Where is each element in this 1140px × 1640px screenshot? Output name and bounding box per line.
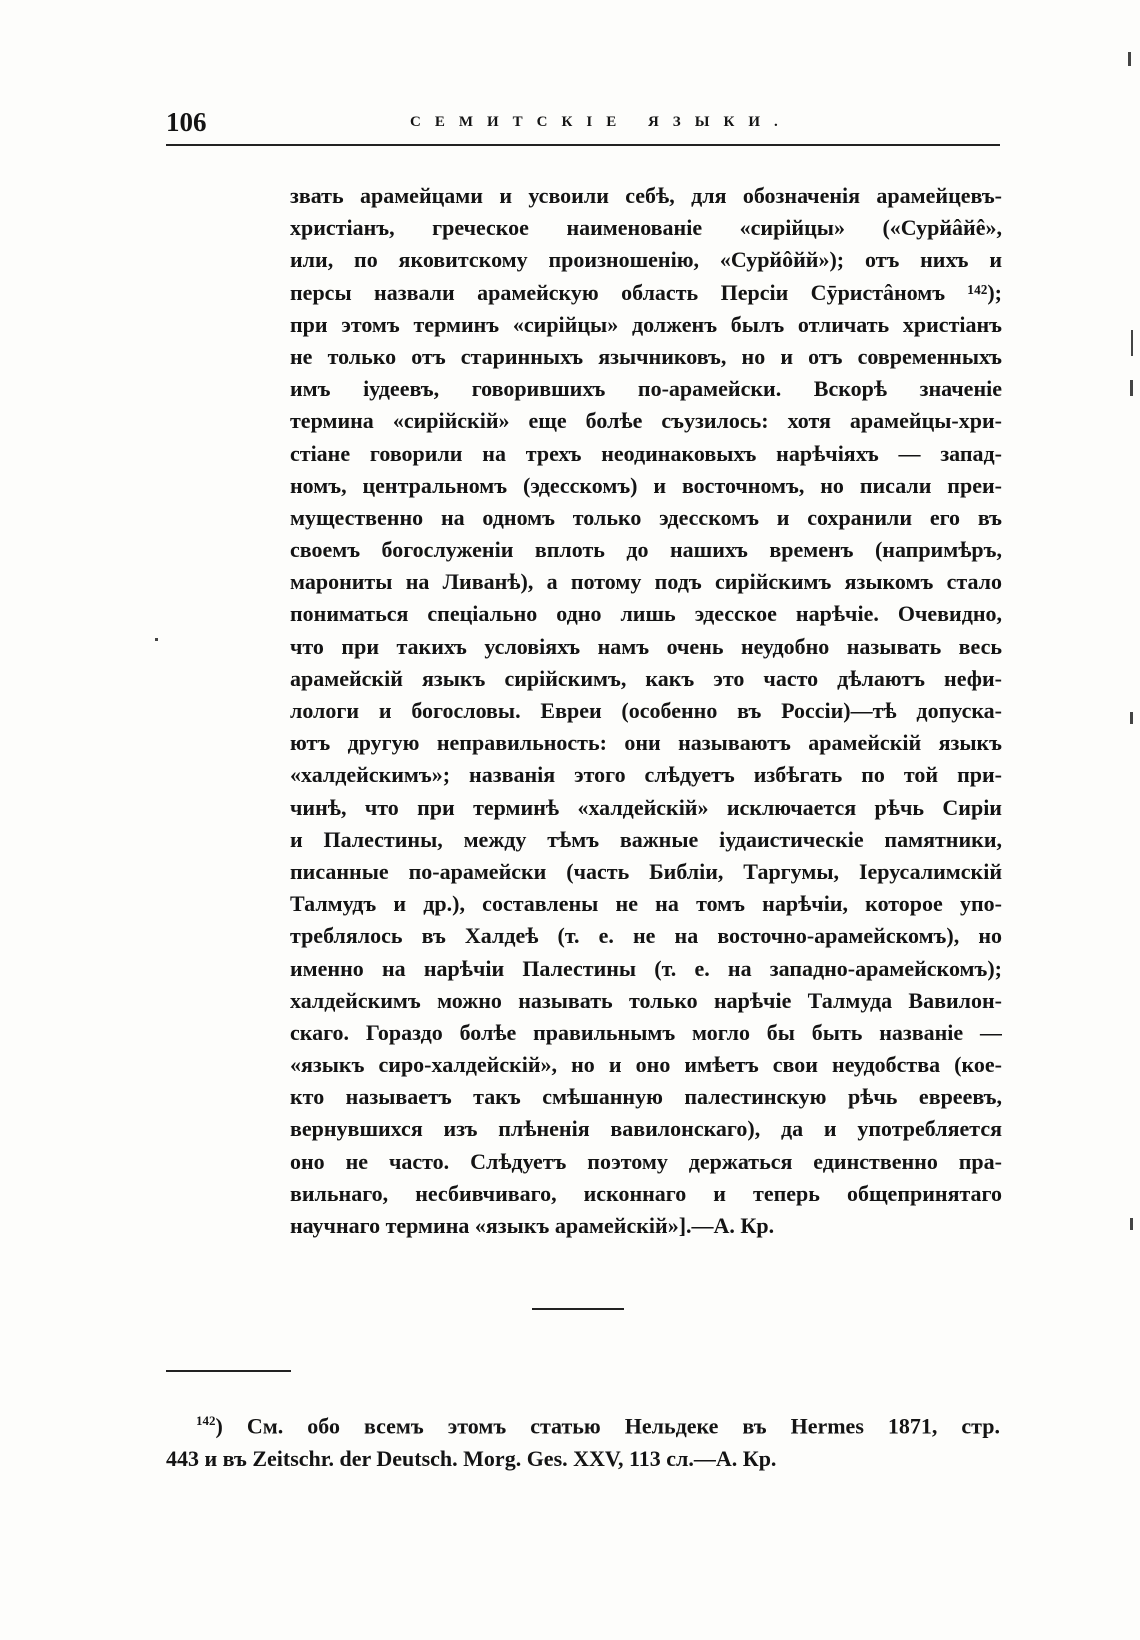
text-line: халдейскимъ можно называть только нарѣчіе Талмуда Вавилон- [290,987,1002,1013]
text-line: вернувшихся изъ плѣненія вавилонскаго), да и употребляется [290,1116,1002,1142]
text-line: Талмудъ и др.), составлены не на томъ нарѣчіи, которое упо- [290,891,1002,917]
text-line: стіане говорили на трехъ неодинаковыхъ нарѣчіяхъ — запад- [290,440,1002,466]
scan-edge-mark [155,638,158,641]
text-line: «халдейскимъ»; названія этого слѣдуетъ избѣгать по той при- [290,762,1002,788]
text-line: чинѣ, что при терминѣ «халдейскій» исключается рѣчь Сиріи [290,794,1002,820]
text-line: лологи и богословы. Евреи (особенно въ Россіи)—тѣ допуска- [290,698,1002,723]
text-line: мущественно на одномъ только эдесскомъ и сохранили его въ [290,504,1002,530]
text-line: именно на нарѣчіи Палестины (т. е. на западно-арамейскомъ); [290,955,1002,981]
text-line: при этомъ терминъ «сирійцы» долженъ былъ отличать христіанъ [290,311,1002,337]
scan-edge-mark [1128,52,1131,66]
text-line: кто называетъ такъ смѣшанную палестинскую рѣчь евреевъ, [290,1084,1002,1110]
text-line: пониматься спеціально одно лишь эдесское нарѣчіе. Очевидно, [290,601,1002,627]
text-line: арамейскій языкъ сирійскимъ, какъ это часто дѣлаютъ нефи- [290,665,1002,691]
text-line: треблялось въ Халдеѣ (т. е. не на восточно-арамейскомъ), но [290,923,1002,949]
text-line: персы назвали арамейскую область Персіи Сӯристâномъ ¹⁴²); [290,279,1002,305]
text-line: вильнаго, несбивчиваго, исконнаго и теперь общепринятаго [290,1180,1002,1206]
footnote-divider [166,1370,291,1372]
text-line: своемъ богослуженіи вплоть до нашихъ временъ (напримѣръ, [290,537,1002,563]
text-line: «языкъ сиро-халдейскій», но и оно имѣетъ свои неудобства (кое- [290,1052,1002,1078]
scan-edge-mark [1130,712,1133,724]
footnote-text-1: ) См. обо всемъ этомъ статью Нельдеке въ Hermes 1871, стр. [215,1413,1000,1439]
footnote-marker: 142 [196,1413,216,1428]
text-line: или, по яковитскому произношенію, «Сурйôйй»); отъ нихъ и [290,247,1002,273]
text-line: номъ, центральномъ (эдесскомъ) и восточномъ, но писали преи- [290,472,1002,498]
text-line: что при такихъ условіяхъ намъ очень неудобно называть весь [290,633,1002,659]
footnote-line-2: 443 и въ Zeitschr. der Deutsch. Morg. Ges. XXV, 113 сл.—А. Кр. [166,1446,777,1471]
footnote-line-1 [166,1402,1000,1440]
running-title: СЕМИТСКІЕ ЯЗЫКИ. [410,114,792,130]
text-line: ютъ другую неправильность: они называютъ арамейскій языкъ [290,730,1002,756]
text-line: термина «сирійскій» еще болѣе съузилось: хотя арамейцы-хри- [290,408,1002,434]
page-header [166,104,1000,146]
text-line: имъ іудеевъ, говорившихъ по-арамейски. Вскорѣ значеніе [290,376,1002,402]
text-line: оно не часто. Слѣдуетъ поэтому держаться единственно пра- [290,1148,1002,1174]
page-number: 106 [166,107,207,137]
text-line: христіанъ, греческое наименованіе «сирійцы» («Сурйâйê», [290,215,1002,241]
main-text-block [290,180,1002,1242]
scan-edge-mark [1131,330,1133,356]
text-line: звать арамейцами и усвоили себѣ, для обозначенія арамейцевъ- [290,183,1002,208]
scan-edge-mark [1130,1218,1133,1230]
footnote [166,1402,1000,1478]
text-line: писанные по-арамейски (часть Библіи, Таргумы, Іерусалимскій [290,858,1002,884]
scan-edge-mark [1130,380,1133,396]
text-line-last: научнаго термина «языкъ арамейскій»].—А. Кр. [290,1213,775,1238]
text-line: скаго. Гораздо болѣе правильнымъ могло бы быть названіе — [290,1019,1002,1045]
text-line: марониты на Ливанѣ), а потому подъ сирійскимъ языкомъ стало [290,569,1002,595]
section-divider [532,1308,624,1310]
text-line: и Палестины, между тѣмъ важные іудаистическіе памятники, [290,826,1002,852]
text-line: не только отъ старинныхъ язычниковъ, но и отъ современныхъ [290,343,1002,369]
